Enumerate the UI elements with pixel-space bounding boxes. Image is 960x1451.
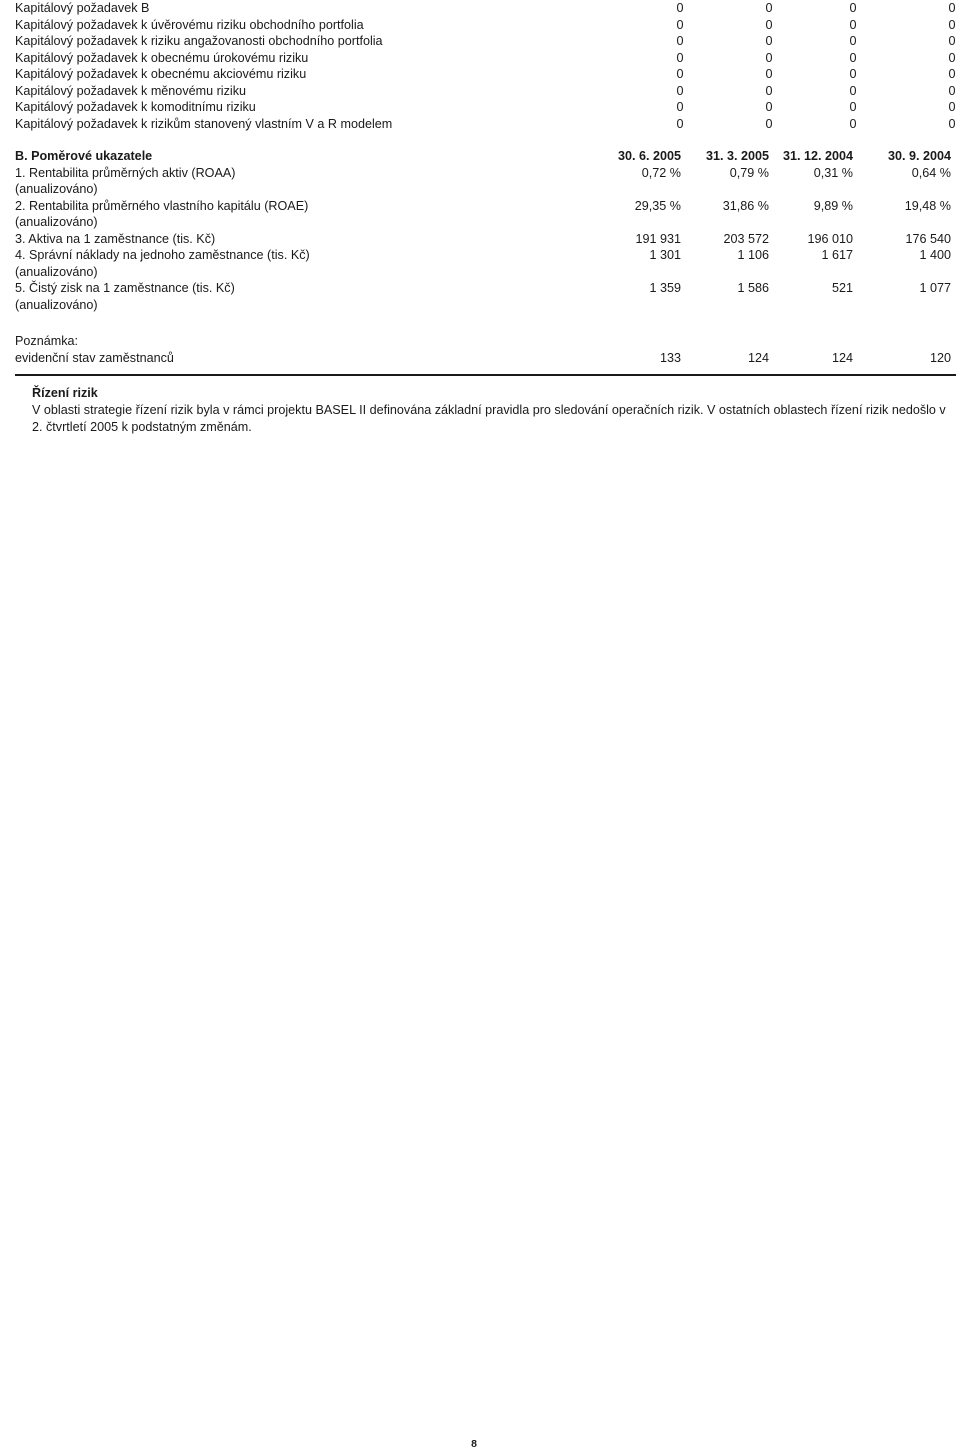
value-cell: 19,48 % <box>904 198 951 213</box>
value-cell: 0 <box>849 116 857 131</box>
value-cell: 0 <box>765 67 773 81</box>
value-cell: 0 <box>948 83 956 98</box>
value-cell: 1 400 <box>919 248 951 262</box>
row-label: Kapitálový požadavek B <box>15 1 150 15</box>
row-label: 4. Správní náklady na jednoho zaměstnance (tis. Kč) <box>15 248 310 262</box>
value-cell: 0 <box>849 100 857 114</box>
section-divider <box>15 374 956 376</box>
value-cell: 0,31 % <box>813 165 853 180</box>
row-sublabel: (anualizováno) <box>15 264 98 279</box>
value-cell: 196 010 <box>807 231 853 246</box>
value-cell: 0 <box>765 1 773 15</box>
row-label: 1. Rentabilita průměrných aktiv (ROAA) <box>15 165 236 180</box>
section-title: Řízení rizik <box>32 386 98 400</box>
row-label: 3. Aktiva na 1 zaměstnance (tis. Kč) <box>15 231 216 246</box>
value-cell: 0,64 % <box>911 165 951 180</box>
page-number: 8 <box>471 1438 477 1450</box>
note-title-row <box>15 333 955 350</box>
value-cell: 0 <box>765 50 773 65</box>
value-cell: 0 <box>948 34 956 48</box>
value-cell: 0 <box>849 1 857 15</box>
section-title: B. Poměrové ukazatele <box>15 149 153 163</box>
row-label: Kapitálový požadavek k úvěrovému riziku obchodního portfolia <box>15 17 364 32</box>
value-cell: 0 <box>676 100 684 114</box>
value-cell: 124 <box>831 350 853 365</box>
table-row-continuation <box>15 297 955 314</box>
ratio-indicators-table <box>15 148 955 313</box>
row-label: Kapitálový požadavek k obecnému úrokovému riziku <box>15 50 309 65</box>
value-cell: 0 <box>849 83 857 98</box>
note-section <box>15 333 955 366</box>
value-cell: 0 <box>948 1 956 15</box>
row-label: Kapitálový požadavek k riziku angažovanosti obchodního portfolia <box>15 34 383 48</box>
value-cell: 1 106 <box>737 248 769 262</box>
value-cell: 0 <box>948 100 956 114</box>
table-row <box>15 165 955 182</box>
table-header-row <box>15 148 955 165</box>
table-row <box>15 280 955 297</box>
row-sublabel: (anualizováno) <box>15 297 98 312</box>
column-header-date: 30. 6. 2005 <box>617 149 681 163</box>
value-cell: 0 <box>849 34 857 48</box>
capital-requirements-table <box>15 0 955 132</box>
value-cell: 0 <box>849 17 857 32</box>
value-cell: 0 <box>676 83 684 98</box>
value-cell: 0 <box>948 50 956 65</box>
value-cell: 29,35 % <box>634 198 681 213</box>
value-cell: 1 586 <box>737 281 769 295</box>
table-row <box>15 17 955 34</box>
value-cell: 0 <box>676 116 684 131</box>
value-cell: 9,89 % <box>813 198 853 213</box>
row-label: evidenční stav zaměstnanců <box>15 350 174 365</box>
table-row <box>15 231 955 248</box>
column-header-date: 31. 3. 2005 <box>705 149 769 163</box>
value-cell: 203 572 <box>723 231 769 246</box>
value-cell: 0 <box>765 34 773 48</box>
value-cell: 521 <box>831 281 853 295</box>
column-header-date: 30. 9. 2004 <box>887 149 951 163</box>
table-row <box>15 83 955 100</box>
table-row-continuation <box>15 181 955 198</box>
table-row <box>15 0 955 17</box>
table-row <box>15 198 955 215</box>
row-label: 5. Čistý zisk na 1 zaměstnance (tis. Kč) <box>15 281 235 295</box>
value-cell: 0 <box>765 116 773 131</box>
table-row <box>15 33 955 50</box>
table-row-continuation <box>15 214 955 231</box>
section-paragraph: V oblasti strategie řízení rizik byla v rámci projektu BASEL II definována základní pravidla pro sledování operačních rizik. V ostatních oblastech řízení rizik nedošlo v 2. čtvrtletí 2005 k podstatným změnám. <box>32 403 946 434</box>
row-label: Kapitálový požadavek k rizikům stanovený vlastním V a R modelem <box>15 116 393 131</box>
value-cell: 1 617 <box>821 248 853 262</box>
value-cell: 0 <box>849 50 857 65</box>
table-row <box>15 116 955 133</box>
value-cell: 133 <box>659 350 681 365</box>
value-cell: 0 <box>676 1 684 15</box>
value-cell: 0 <box>765 17 773 32</box>
column-header-date: 31. 12. 2004 <box>782 149 853 163</box>
value-cell: 124 <box>747 350 769 365</box>
risk-management-section <box>32 385 957 436</box>
value-cell: 1 359 <box>649 281 681 295</box>
table-row <box>15 247 955 264</box>
value-cell: 120 <box>929 350 951 365</box>
table-row <box>15 50 955 67</box>
row-label: Kapitálový požadavek k komoditnímu riziku <box>15 100 256 114</box>
value-cell: 0 <box>676 34 684 48</box>
value-cell: 191 931 <box>635 231 681 246</box>
value-cell: 0 <box>849 67 857 81</box>
row-label: Kapitálový požadavek k měnovému riziku <box>15 83 246 98</box>
row-sublabel: (anualizováno) <box>15 182 98 196</box>
value-cell: 0 <box>676 67 684 81</box>
table-row <box>15 350 955 367</box>
value-cell: 0 <box>948 17 956 32</box>
note-title: Poznámka: <box>15 334 78 348</box>
value-cell: 0 <box>765 83 773 98</box>
row-label: Kapitálový požadavek k obecnému akciovému riziku <box>15 67 307 81</box>
value-cell: 0 <box>948 116 956 131</box>
value-cell: 1 301 <box>649 248 681 262</box>
value-cell: 0 <box>676 17 684 32</box>
value-cell: 0 <box>676 50 684 65</box>
value-cell: 31,86 % <box>722 198 769 213</box>
value-cell: 0,79 % <box>729 165 769 180</box>
value-cell: 0 <box>948 67 956 81</box>
value-cell: 176 540 <box>905 231 951 246</box>
table-row <box>15 66 955 83</box>
value-cell: 0 <box>765 100 773 114</box>
row-sublabel: (anualizováno) <box>15 215 98 229</box>
table-row <box>15 99 955 116</box>
row-label: 2. Rentabilita průměrného vlastního kapitálu (ROAE) <box>15 198 309 213</box>
value-cell: 0,72 % <box>641 165 681 180</box>
table-row-continuation <box>15 264 955 281</box>
value-cell: 1 077 <box>919 281 951 295</box>
